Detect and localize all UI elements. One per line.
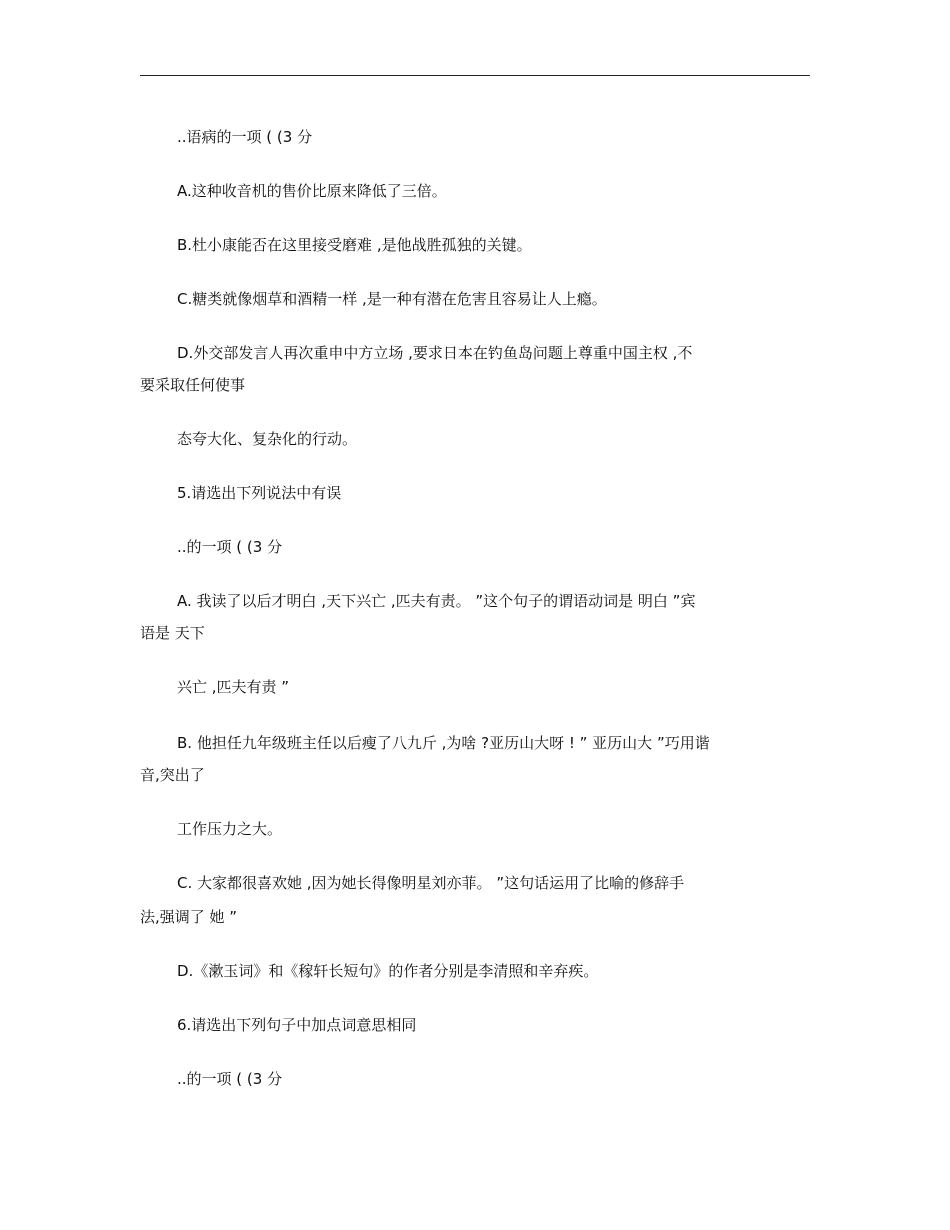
question-line: 5.请选出下列说法中有误 xyxy=(177,484,342,502)
option-line: D.外交部发言人再次重申中方立场 ,要求日本在钓鱼岛问题上尊重中国主权 ,不 xyxy=(177,344,693,362)
text-line: 法,强调了 她 ” xyxy=(140,908,238,926)
header-rule xyxy=(140,75,810,76)
text-line: ..语病的一项 ( (3 分 xyxy=(177,128,313,146)
option-line: C.糖类就像烟草和酒精一样 ,是一种有潜在危害且容易让人上瘾。 xyxy=(177,290,607,308)
text-line: ..的一项 ( (3 分 xyxy=(177,538,283,556)
text-line: 工作压力之大。 xyxy=(177,820,283,838)
option-line: D.《漱玉词》和《稼轩长短句》的作者分别是李清照和辛弃疾。 xyxy=(177,962,599,980)
text-line: 音,突出了 xyxy=(140,766,205,784)
option-line: A. 我读了以后才明白 ,天下兴亡 ,匹夫有责。 ”这个句子的谓语动词是 明白 ”宾 xyxy=(177,592,696,610)
text-line: 语是 天下 xyxy=(140,624,205,642)
option-line: B.杜小康能否在这里接受磨难 ,是他战胜孤独的关键。 xyxy=(177,236,532,254)
text-line: 态夸大化、复杂化的行动。 xyxy=(177,430,358,448)
text-line: 要采取任何使事 xyxy=(140,376,246,394)
option-line: C. 大家都很喜欢她 ,因为她长得像明星刘亦菲。 ”这句话运用了比喻的修辞手 xyxy=(177,874,685,892)
option-line: B. 他担任九年级班主任以后瘦了八九斤 ,为啥 ?亚历山大呀 ! ” 亚历山大 ”巧用谐 xyxy=(177,734,710,752)
text-line: ..的一项 ( (3 分 xyxy=(177,1070,283,1088)
option-line: A.这种收音机的售价比原来降低了三倍。 xyxy=(177,182,447,200)
question-line: 6.请选出下列句子中加点词意思相同 xyxy=(177,1016,417,1034)
text-line: 兴亡 ,匹夫有责 ” xyxy=(177,678,290,696)
